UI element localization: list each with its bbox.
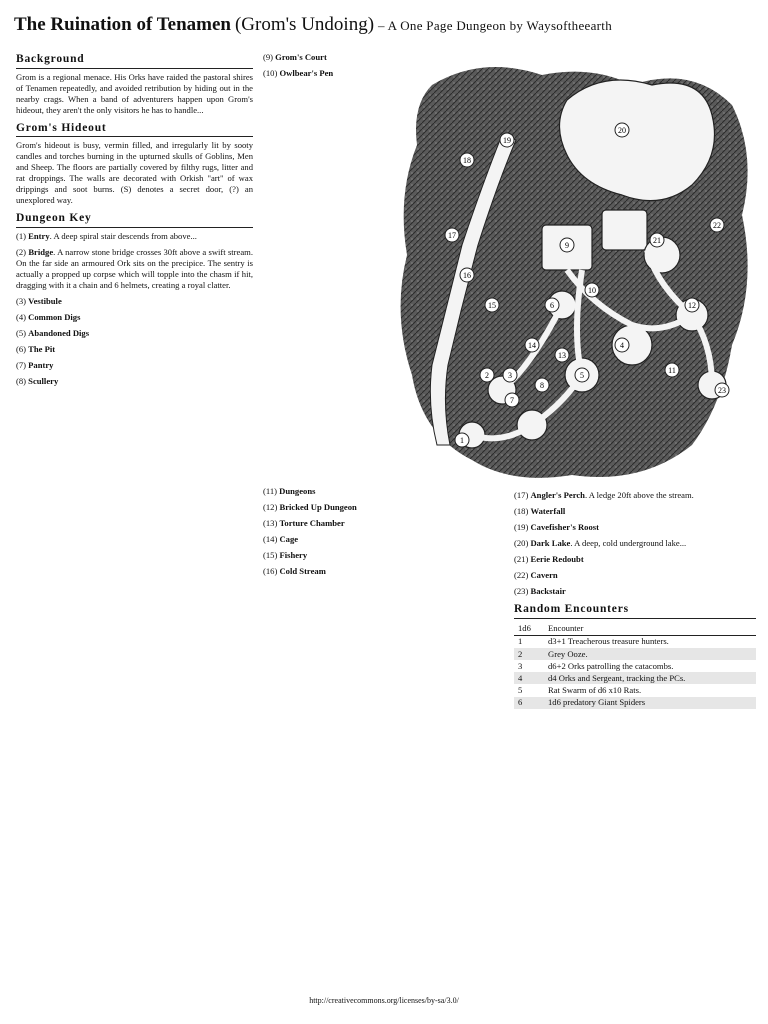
key-entry-number: (2) [16,247,29,258]
key-entry-name: Dark Lake [530,538,571,548]
key-entry [263,502,513,513]
room-number: 13 [558,351,566,360]
room-number: 16 [463,271,471,280]
room-number: 15 [488,301,496,310]
key-entry-number: (18) [514,506,531,516]
key-entry-number: (10) [263,68,280,78]
key-entry-number: (17) [514,490,531,500]
key-entry-name: Cavefisher's Roost [530,522,599,532]
room-number: 12 [688,301,696,310]
key-entry [263,534,513,545]
key-entry-name: Dungeons [279,486,316,496]
room-number: 19 [503,136,511,145]
license-footer: http://creativecommons.org/licenses/by-sa/3.0/ [309,996,459,1005]
dungeon-key-list [16,231,253,387]
key-entry [16,360,253,371]
encounters-header-row [514,622,756,636]
key-entry-name: Backstair [530,586,566,596]
key-entry-number: (13) [263,518,280,528]
key-entry-name: Bridge [28,247,54,258]
encounter-roll: 3 [518,660,523,671]
encounters-body [514,635,756,709]
dungeon-map [392,45,762,490]
title-tagline: – A One Page Dungeon by Waysoftheearth [378,18,613,33]
room-number: 18 [463,156,471,165]
key-entry-name: Waterfall [530,506,566,516]
room-number: 20 [618,126,626,135]
room-number: 9 [565,241,569,250]
encounter-text: Rat Swarm of d6 x10 Rats. [548,685,642,696]
key-entry-number: (5) [16,328,29,339]
key-entry-number: (22) [514,570,531,580]
page-title [14,14,758,44]
key-entry-number: (3) [16,296,29,307]
key-entry-text: . A ledge 20ft above the stream. [584,490,694,500]
key-entry-name: Pantry [28,360,54,371]
room-number: 3 [508,371,512,380]
encounter-roll: 1 [518,636,523,647]
key-entry [514,554,756,565]
room-number: 14 [528,341,536,350]
room-number: 4 [620,341,624,350]
key-entry-name: Bricked Up Dungeon [279,502,357,512]
right-column [514,490,756,990]
key-entry [514,586,756,597]
encounters-col-encounter: Encounter [544,622,756,636]
key-entry-number: (4) [16,312,29,323]
key-entry [263,566,513,577]
title-main: The Ruination of Tenamen [14,14,231,35]
key-entry [514,506,756,517]
encounter-text: Grey Ooze. [544,648,756,660]
room-number: 2 [485,371,489,380]
key-entry [263,486,513,497]
room-number: 6 [550,301,554,310]
hideout-heading: Grom's Hideout [16,121,253,138]
key-entry-name: Torture Chamber [279,518,345,528]
key-entry-name: Entry [28,231,50,242]
key-entry [514,522,756,533]
key-entry [16,296,253,307]
key-entry-number: (11) [263,486,280,496]
key-entry [16,376,253,387]
room-number: 11 [668,366,676,375]
hideout-text: Grom's hideout is busy, vermin filled, and irregularly lit by sooty candles and torches burning in the upturned skulls of Goblins, Men and Sheep. The floors are partially covered by filthy rugs, litter and rat droppings. The walls are decorated with Orkish "art" of wax drippings and soot burns. (S) denotes a secret door, (?) an unexplored way. [16,140,253,206]
key-entry-text: . A narrow stone bridge crosses 30ft above a swift stream. On the far side an armoured Ork sits on the precipice. The sentry is actually a propped up corpse which will topple into the chasm if hit, dragging with it a chain and 6 helmets, creating a royal clatter. [16,247,253,291]
room-number: 7 [510,396,514,405]
encounter-roll: 4 [514,672,544,684]
encounter-text: 1d6 predatory Giant Spiders [544,697,756,709]
key-entry-number: (8) [16,376,29,387]
key-entry [263,518,513,529]
room-number: 10 [588,286,596,295]
key-entry-name: Owlbear's Pen [279,68,334,78]
room-number: 22 [713,221,721,230]
key-entry-text: . A deep spiral stair descends from above... [49,231,197,242]
key-entry-name: Abandoned Digs [28,328,90,339]
key-entry-name: Cavern [530,570,558,580]
encounter-row [514,697,756,709]
key-entry-number: (1) [16,231,29,242]
middle-column-bottom [263,486,513,996]
key-entry [16,312,253,323]
key-entry-number: (20) [514,538,531,548]
key-entry-text: . A deep, cold underground lake... [570,538,687,548]
background-heading: Background [16,52,253,69]
dungeon-key-list-continued [514,490,756,597]
key-entry [514,490,756,501]
room-number: 5 [580,371,584,380]
encounter-row [514,648,756,660]
key-entry-number: (14) [263,534,280,544]
key-entry-name: Angler's Perch [530,490,585,500]
key-entry [16,247,253,291]
room-number: 8 [540,381,544,390]
encounter-text: d6+2 Orks patrolling the catacombs. [548,660,674,671]
key-entry-name: Cage [279,534,299,544]
encounter-row [514,672,756,684]
encounters-heading: Random Encounters [514,602,756,619]
key-entry-name: Fishery [279,550,308,560]
key-entry-number: (7) [16,360,29,371]
key-entry-number: (15) [263,550,280,560]
dungeon-key-heading: Dungeon Key [16,211,253,228]
key-entry [16,328,253,339]
encounter-row [514,660,756,672]
key-entry-name: Vestibule [28,296,62,307]
title-sub: (Grom's Undoing) [234,14,375,35]
key-entry-name: Eerie Redoubt [530,554,584,564]
key-entry [514,570,756,581]
key-entry [16,344,253,355]
room-number: 21 [653,236,661,245]
key-entry [514,538,756,549]
room-number: 1 [460,436,464,445]
encounter-row [514,635,756,648]
key-entry-number: (23) [514,586,531,596]
key-entry-number: (21) [514,554,531,564]
key-entry-name: Grom's Court [275,52,327,62]
key-entry [263,550,513,561]
encounters-table [514,622,756,709]
encounter-text: d4 Orks and Sergeant, tracking the PCs. [544,672,756,684]
encounter-text: d3+1 Treacherous treasure hunters. [548,636,669,647]
key-entry-number: (12) [263,502,280,512]
key-entry-number: (19) [514,522,531,532]
background-text: Grom is a regional menace. His Orks have raided the pastoral shires of Tenamen repeatedly, and avoided retribution by hiding out in the nearby crags. When a band of adventurers happen upon Grom's hideout, they aren't the only visitors he has to handle... [16,71,253,115]
encounter-roll: 6 [514,697,544,709]
key-entry-name: Common Digs [28,312,81,323]
key-entry-number: (9) [263,52,276,62]
room-number: 23 [718,386,726,395]
key-entry-name: Scullery [28,376,59,387]
encounter-row [514,684,756,696]
key-entry-number: (16) [263,566,280,576]
key-entry-name: Cold Stream [279,566,326,576]
encounters-col-die: 1d6 [514,622,544,636]
encounter-roll: 2 [514,648,544,660]
encounter-roll: 5 [518,685,523,696]
key-entry-name: The Pit [28,344,56,355]
key-entry [16,231,253,242]
left-column [16,50,253,990]
room-number: 17 [448,231,456,240]
key-entry-number: (6) [16,344,29,355]
